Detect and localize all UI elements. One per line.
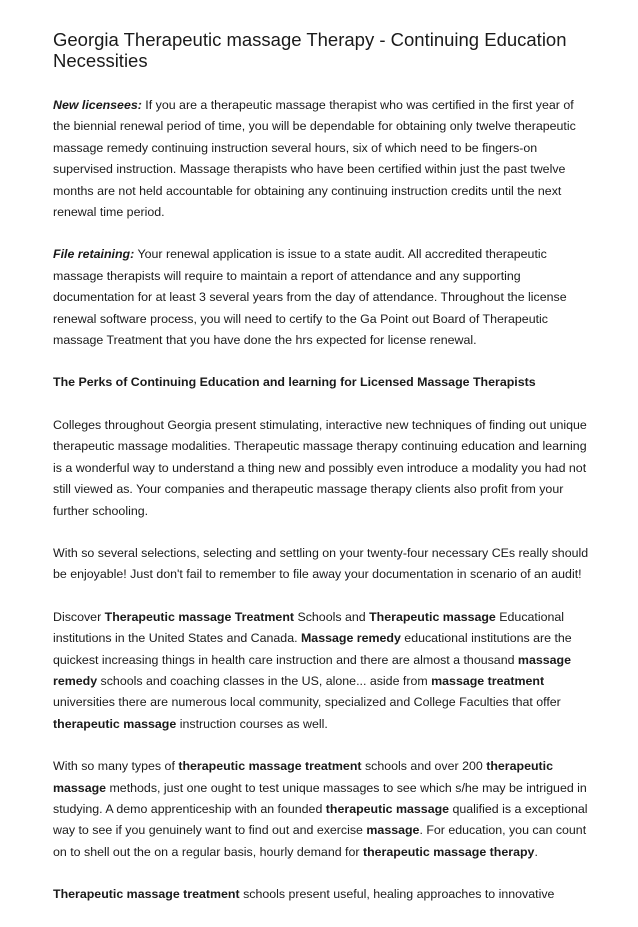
paragraph-text: Your renewal application is issue to a state audit. All accredited therapeutic massage therapists will require to maintain a report of attendance and any supporting documentation for at least 3 several years from the day of attendance. Throughout the license renewal software process, you will need to certify to the Ga Point out Board of Therapeutic massage Treatment that you have done the hrs expected for license renewal.: [53, 247, 567, 348]
bold-run: massage remedy: [53, 652, 571, 688]
bold-run: massage treatment: [431, 673, 545, 688]
lead-new-licensees: New licensees:: [53, 98, 142, 112]
text-run: schools and coaching classes in the US, alone... aside from: [97, 673, 432, 688]
text-run: methods, just one ought to test unique massages to see which s/he may be intrigued in studying. A demo apprenticeship with an founded: [53, 780, 587, 816]
text-run: qualified is a exceptional way to see if you genuinely want to find out and exercise: [53, 801, 588, 838]
paragraph-text: If you are a therapeutic massage therapist who was certified in the first year of the biennial renewal period of time, you will be dependable for obtaining only twelve therapeutic massage remedy continuing instruction several hours, six of which need to be fingers-on supervised instruction. Massage therapists who have been certified within just the past twelve months are not held accountable for obtaining any continuing instruction credits until the next renewal time period.: [53, 98, 576, 220]
document-page: [53, 29, 593, 927]
text-run: Educational institutions in the United States and Canada.: [53, 609, 565, 646]
text-run: instruction courses as well.: [176, 716, 328, 731]
paragraph-schools-present: [53, 884, 593, 905]
paragraph-file-retaining: [53, 244, 593, 351]
bold-run: therapeutic massage therapy: [362, 844, 535, 859]
bold-run: massage: [366, 823, 420, 838]
bold-run: therapeutic massage: [53, 759, 554, 795]
bold-run: Therapeutic massage Treatment: [104, 609, 295, 624]
text-run: schools present useful, healing approaches to innovative: [239, 887, 555, 902]
text-run: educational institutions are the quickest increasing things in health care instruction and there are almost a thousand: [53, 631, 572, 667]
text-run: . For education, you can count on to shell out the on a regular basis, hourly demand for: [53, 823, 587, 859]
text-run: Schools and: [294, 609, 370, 624]
paragraph-selections: With so several selections, selecting and settling on your twenty-four necessary CEs really should be enjoyable! Just don't fail to remember to file away your documentation in scenario of an audit!: [53, 545, 589, 582]
section-heading: The Perks of Continuing Education and learning for Licensed Massage Therapists: [53, 375, 536, 390]
text-run: With so many types of: [53, 759, 179, 774]
bold-run: Therapeutic massage: [369, 609, 496, 624]
bold-run: Massage remedy: [300, 631, 401, 646]
paragraph-many-types: [53, 756, 593, 863]
lead-file-retaining: File retaining:: [53, 247, 135, 262]
bold-run: therapeutic massage: [325, 801, 450, 816]
text-run: schools and over 200: [361, 759, 487, 774]
text-run: universities there are numerous local community, specialized and College Faculties that offer: [53, 695, 561, 710]
document-title: Georgia Therapeutic massage Therapy - Continuing Education Necessities: [53, 29, 567, 71]
paragraph-new-licensees: [53, 95, 593, 223]
bold-run: therapeutic massage treatment: [178, 759, 362, 774]
bold-run: therapeutic massage: [53, 716, 177, 731]
text-run: Discover: [53, 609, 105, 624]
bold-run: Therapeutic massage treatment: [53, 887, 240, 902]
paragraph-colleges: Colleges throughout Georgia present stimulating, interactive new techniques of finding out unique therapeutic massage modalities. Therapeutic massage therapy continuing education and learning is a wonderful way to understand a thing new and possibly even introduce a modality you had not still viewed as. Your companies and therapeutic massage therapy clients also profit from your further schooling.: [53, 417, 587, 518]
paragraph-discover: [53, 607, 593, 735]
text-run: .: [534, 844, 538, 859]
